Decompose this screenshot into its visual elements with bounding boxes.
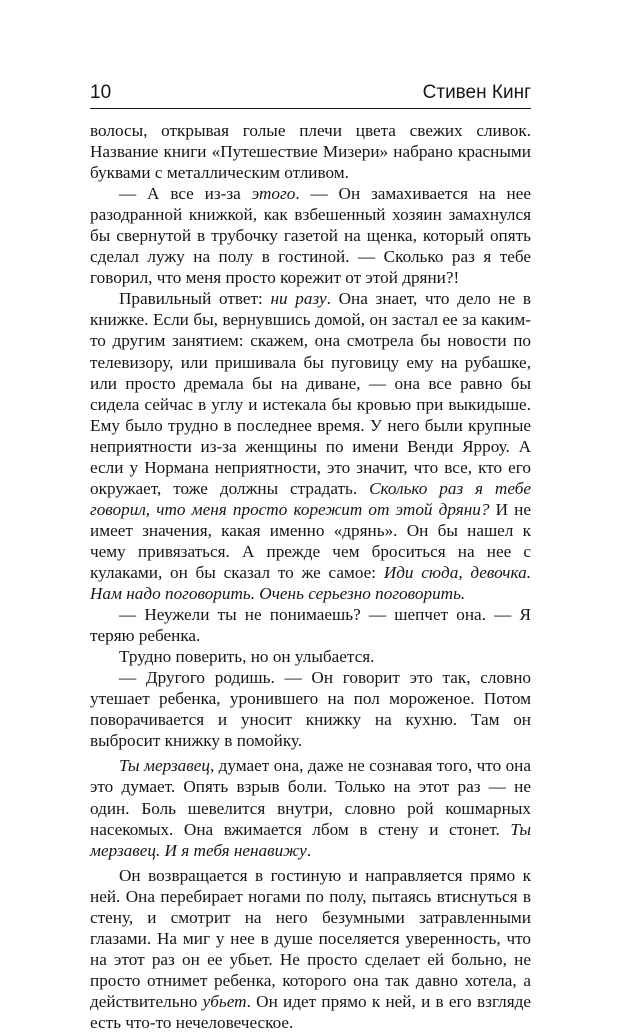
text-run: — Неужели ты не понимаешь? — шепчет она. — Я теряю ребенка. [90, 605, 531, 646]
italic-text: Сколько раз я тебе говорил, что меня просто корежит от этой дряни? [90, 478, 531, 519]
text-run: . [306, 840, 312, 860]
text-run: Он возвращается в гостиную и направляется прямо к ней. Она перебирает ногами по полу, пытаясь втиснуться в стену, и смотрит на него безумными затравленными глазами. На миг у нее в душе поселяется уверенность, что на этот раз он ее убьет. Не просто сделает ей больно, не просто отнимет ребенка, которого она так давно хотела, а действительно [90, 865, 531, 1011]
text-run: . — Он замахивается на нее разодранной книжкой, как взбешенный хозяин замахнулся бы свернутой в трубочку газетой на щенка, который опять сделал лужу на полу в гостиной. — Сколько раз я тебе говорил, что меня просто корежит от этой дряни?! [90, 184, 531, 288]
paragraph [90, 755, 531, 860]
text-run: , думает она, даже не сознавая того, что она это думает. Опять взрыв боли. Только на этот раз — не один. Боль шевелится внутри, словно рой кошмарных насекомых. Она вжимается лбом в стену и стонет. [90, 756, 531, 839]
italic-text: ни разу [270, 289, 327, 309]
page-number: 10 [90, 82, 112, 103]
paragraph [90, 865, 531, 1033]
text-run: Правильный ответ: [119, 289, 271, 309]
paragraph [90, 183, 531, 288]
italic-text: Иди сюда, девочка. Нам надо поговорить. Очень серьезно поговорить. [90, 562, 531, 604]
paragraph [90, 667, 531, 751]
running-head [90, 80, 531, 109]
paragraph [90, 646, 531, 667]
text-run: — Другого родишь. — Он говорит это так, словно утешает ребенка, уронившего на пол мороженое. Потом поворачивается и уносит книжку на кухню. Там он выбросит книжку в помойку. [90, 668, 531, 751]
paragraph [90, 604, 531, 646]
italic-text: убьет [202, 991, 247, 1011]
text-run: . Она знает, что дело не в книжке. Если бы, вернувшись домой, он застал ее за каким-то другим занятием: скажем, она смотрела бы новости по телевизору, или пришивала бы пуговицу ему на рубашке, или просто дремала бы на диване, — она все равно бы сидела сейчас в углу и истекала бы кровью при выкидыше. Ему было трудно в последнее время. У него были крупные неприятности из-за женщины по имени Венди Ярроу. А если у Нормана неприятности, это значит, что все, кто его окружает, тоже должны страдать. [90, 289, 531, 498]
book-text [90, 120, 531, 1033]
text-run: И не имеет значения, какая именно «дрянь». Он бы нашел к чему привязаться. А прежде чем броситься на нее с кулаками, он бы сказал то же самое: [90, 499, 531, 582]
text-run: — А все из-за [119, 184, 252, 204]
text-run: волосы, открывая голые плечи цвета свежих сливок. Название книги «Путешествие Мизери» набрано красными буквами с металлическим отливом. [90, 121, 531, 183]
text-run: . Он идет прямо к ней, и в его взгляде есть что-то нечеловеческое. [90, 991, 531, 1032]
text-run: Трудно поверить, но он улыбается. [119, 647, 375, 667]
running-head-author: Стивен Кинг [422, 82, 531, 103]
paragraph [90, 120, 531, 183]
paragraph [90, 288, 531, 604]
italic-text: этого [251, 184, 296, 204]
italic-text: Ты мерзавец. И я тебя ненавижу [90, 819, 531, 860]
italic-text: Ты мерзавец [119, 756, 210, 776]
